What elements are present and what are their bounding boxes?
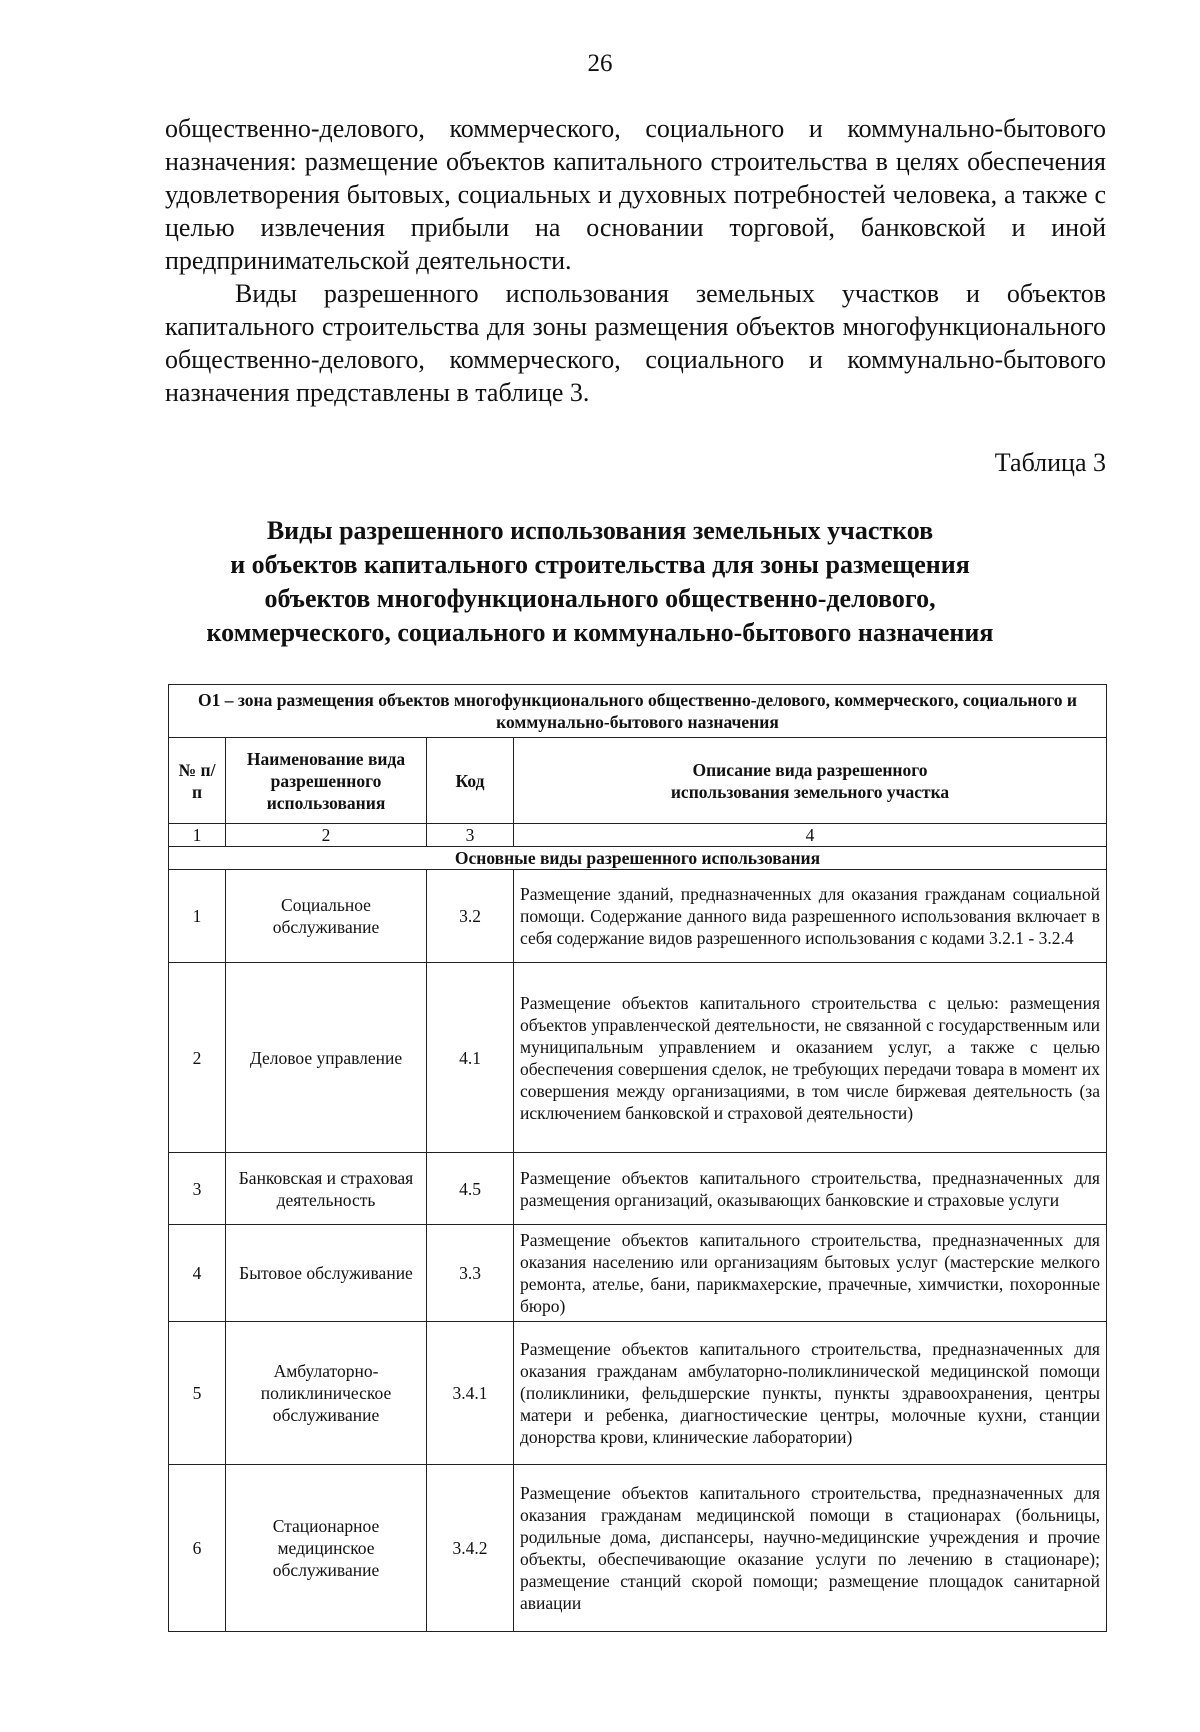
column-header-num: № п/п xyxy=(169,738,226,824)
row-code: 4.5 xyxy=(427,1153,514,1225)
table-title-line: Виды разрешенного использования земельных участков xyxy=(266,516,934,545)
intro-paragraph-1: общественно-делового, коммерческого, социального и коммунально-бытового назначения: размещение объектов капитального строительства в целях обеспечения удовлетворения бытовых, социальных и духовных потребностей человека, а также с целью извлечения прибыли на основании торговой, банковской и иной предпринимательской деятельности. xyxy=(165,114,1106,275)
table-row xyxy=(169,1153,1107,1225)
row-description: Размещение объектов капитального строительства, предназначенных для оказания гражданам амбулаторно-поликлинической медицинской помощи (поликлиники, фельдшерские пункты, пункты здравоохранения, центры матери и ребенка, диагностические центры, молочные кухни, станции донорства крови, клинические лаборатории) xyxy=(514,1322,1107,1465)
column-number-row xyxy=(169,824,1107,847)
table-title-line: и объектов капитального строительства для зоны размещения xyxy=(230,550,970,579)
table-title-line: объектов многофункционального общественно-делового, xyxy=(264,584,936,613)
row-name: Социальное обслуживание xyxy=(226,870,427,963)
table-caption: Таблица 3 xyxy=(994,448,1106,477)
column-header-name: Наименование вида разрешенного использования xyxy=(226,738,427,824)
table-title-line: коммерческого, социального и коммунально-бытового назначения xyxy=(206,618,994,647)
row-num: 4 xyxy=(169,1225,226,1322)
intro-paragraph-2: Виды разрешенного использования земельных участков и объектов капитального строительства для зоны размещения объектов многофункционального общественно-делового, коммерческого, социального и коммунально-бытового назначения представлены в таблице 3. xyxy=(165,279,1106,407)
table-row xyxy=(169,1322,1107,1465)
column-header-code: Код xyxy=(427,738,514,824)
row-description: Размещение объектов капитального строительства, предназначенных для оказания населению или организациям бытовых услуг (мастерские мелкого ремонта, ателье, бани, парикмахерские, прачечные, химчистки, похоронные бюро) xyxy=(514,1225,1107,1322)
table-row xyxy=(169,1465,1107,1632)
table-row xyxy=(169,870,1107,963)
section-row xyxy=(169,847,1107,870)
row-description: Размещение объектов капитального строительства, предназначенных для размещения организаций, оказывающих банковские и страховые услуги xyxy=(514,1153,1107,1225)
row-num: 2 xyxy=(169,963,226,1153)
row-description: Размещение объектов капитального строительства, предназначенных для оказания гражданам медицинской помощи в стационарах (больницы, родильные дома, диспансеры, научно-медицинские учреждения и прочие объекты, обеспечивающие оказание услуги по лечению в стационаре); размещение станций скорой помощи; размещение площадок санитарной авиации xyxy=(514,1465,1107,1632)
row-code: 3.3 xyxy=(427,1225,514,1322)
row-name: Банковская и страховая деятельность xyxy=(226,1153,427,1225)
column-number: 2 xyxy=(226,824,427,847)
table-row xyxy=(169,1225,1107,1322)
zone-header: О1 – зона размещения объектов многофункционального общественно-делового, коммерческого, социального и коммунально-бытового назначения xyxy=(169,685,1107,738)
row-name: Амбулаторно-поликлиническое обслуживание xyxy=(226,1322,427,1465)
intro-text xyxy=(165,112,1106,409)
table-row xyxy=(169,963,1107,1153)
table-title xyxy=(140,514,1060,650)
row-code: 3.4.1 xyxy=(427,1322,514,1465)
column-header-description: Описание вида разрешенного использования земельного участка xyxy=(514,738,1107,824)
column-number: 4 xyxy=(514,824,1107,847)
row-code: 3.4.2 xyxy=(427,1465,514,1632)
row-code: 4.1 xyxy=(427,963,514,1153)
row-num: 5 xyxy=(169,1322,226,1465)
column-number: 1 xyxy=(169,824,226,847)
row-num: 1 xyxy=(169,870,226,963)
row-description: Размещение объектов капитального строительства с целью: размещения объектов управленческой деятельности, не связанной с государственным или муниципальным управлением и оказанием услуг, а также с целью обеспечения совершения сделок, не требующих передачи товара в момент их совершения между организациями, в том числе биржевая деятельность (за исключением банковской и страховой деятельности) xyxy=(514,963,1107,1153)
page-number: 26 xyxy=(587,50,613,77)
zone-header-row xyxy=(169,685,1107,738)
land-use-table xyxy=(168,684,1107,1632)
row-description: Размещение зданий, предназначенных для оказания гражданам социальной помощи. Содержание данного вида разрешенного использования включает в себя содержание видов разрешенного использования с кодами 3.2.1 - 3.2.4 xyxy=(514,870,1107,963)
section-title: Основные виды разрешенного использования xyxy=(169,847,1107,870)
row-num: 6 xyxy=(169,1465,226,1632)
row-name: Деловое управление xyxy=(226,963,427,1153)
row-num: 3 xyxy=(169,1153,226,1225)
column-number: 3 xyxy=(427,824,514,847)
row-name: Стационарное медицинское обслуживание xyxy=(226,1465,427,1632)
row-code: 3.2 xyxy=(427,870,514,963)
column-header-row xyxy=(169,738,1107,824)
row-name: Бытовое обслуживание xyxy=(226,1225,427,1322)
